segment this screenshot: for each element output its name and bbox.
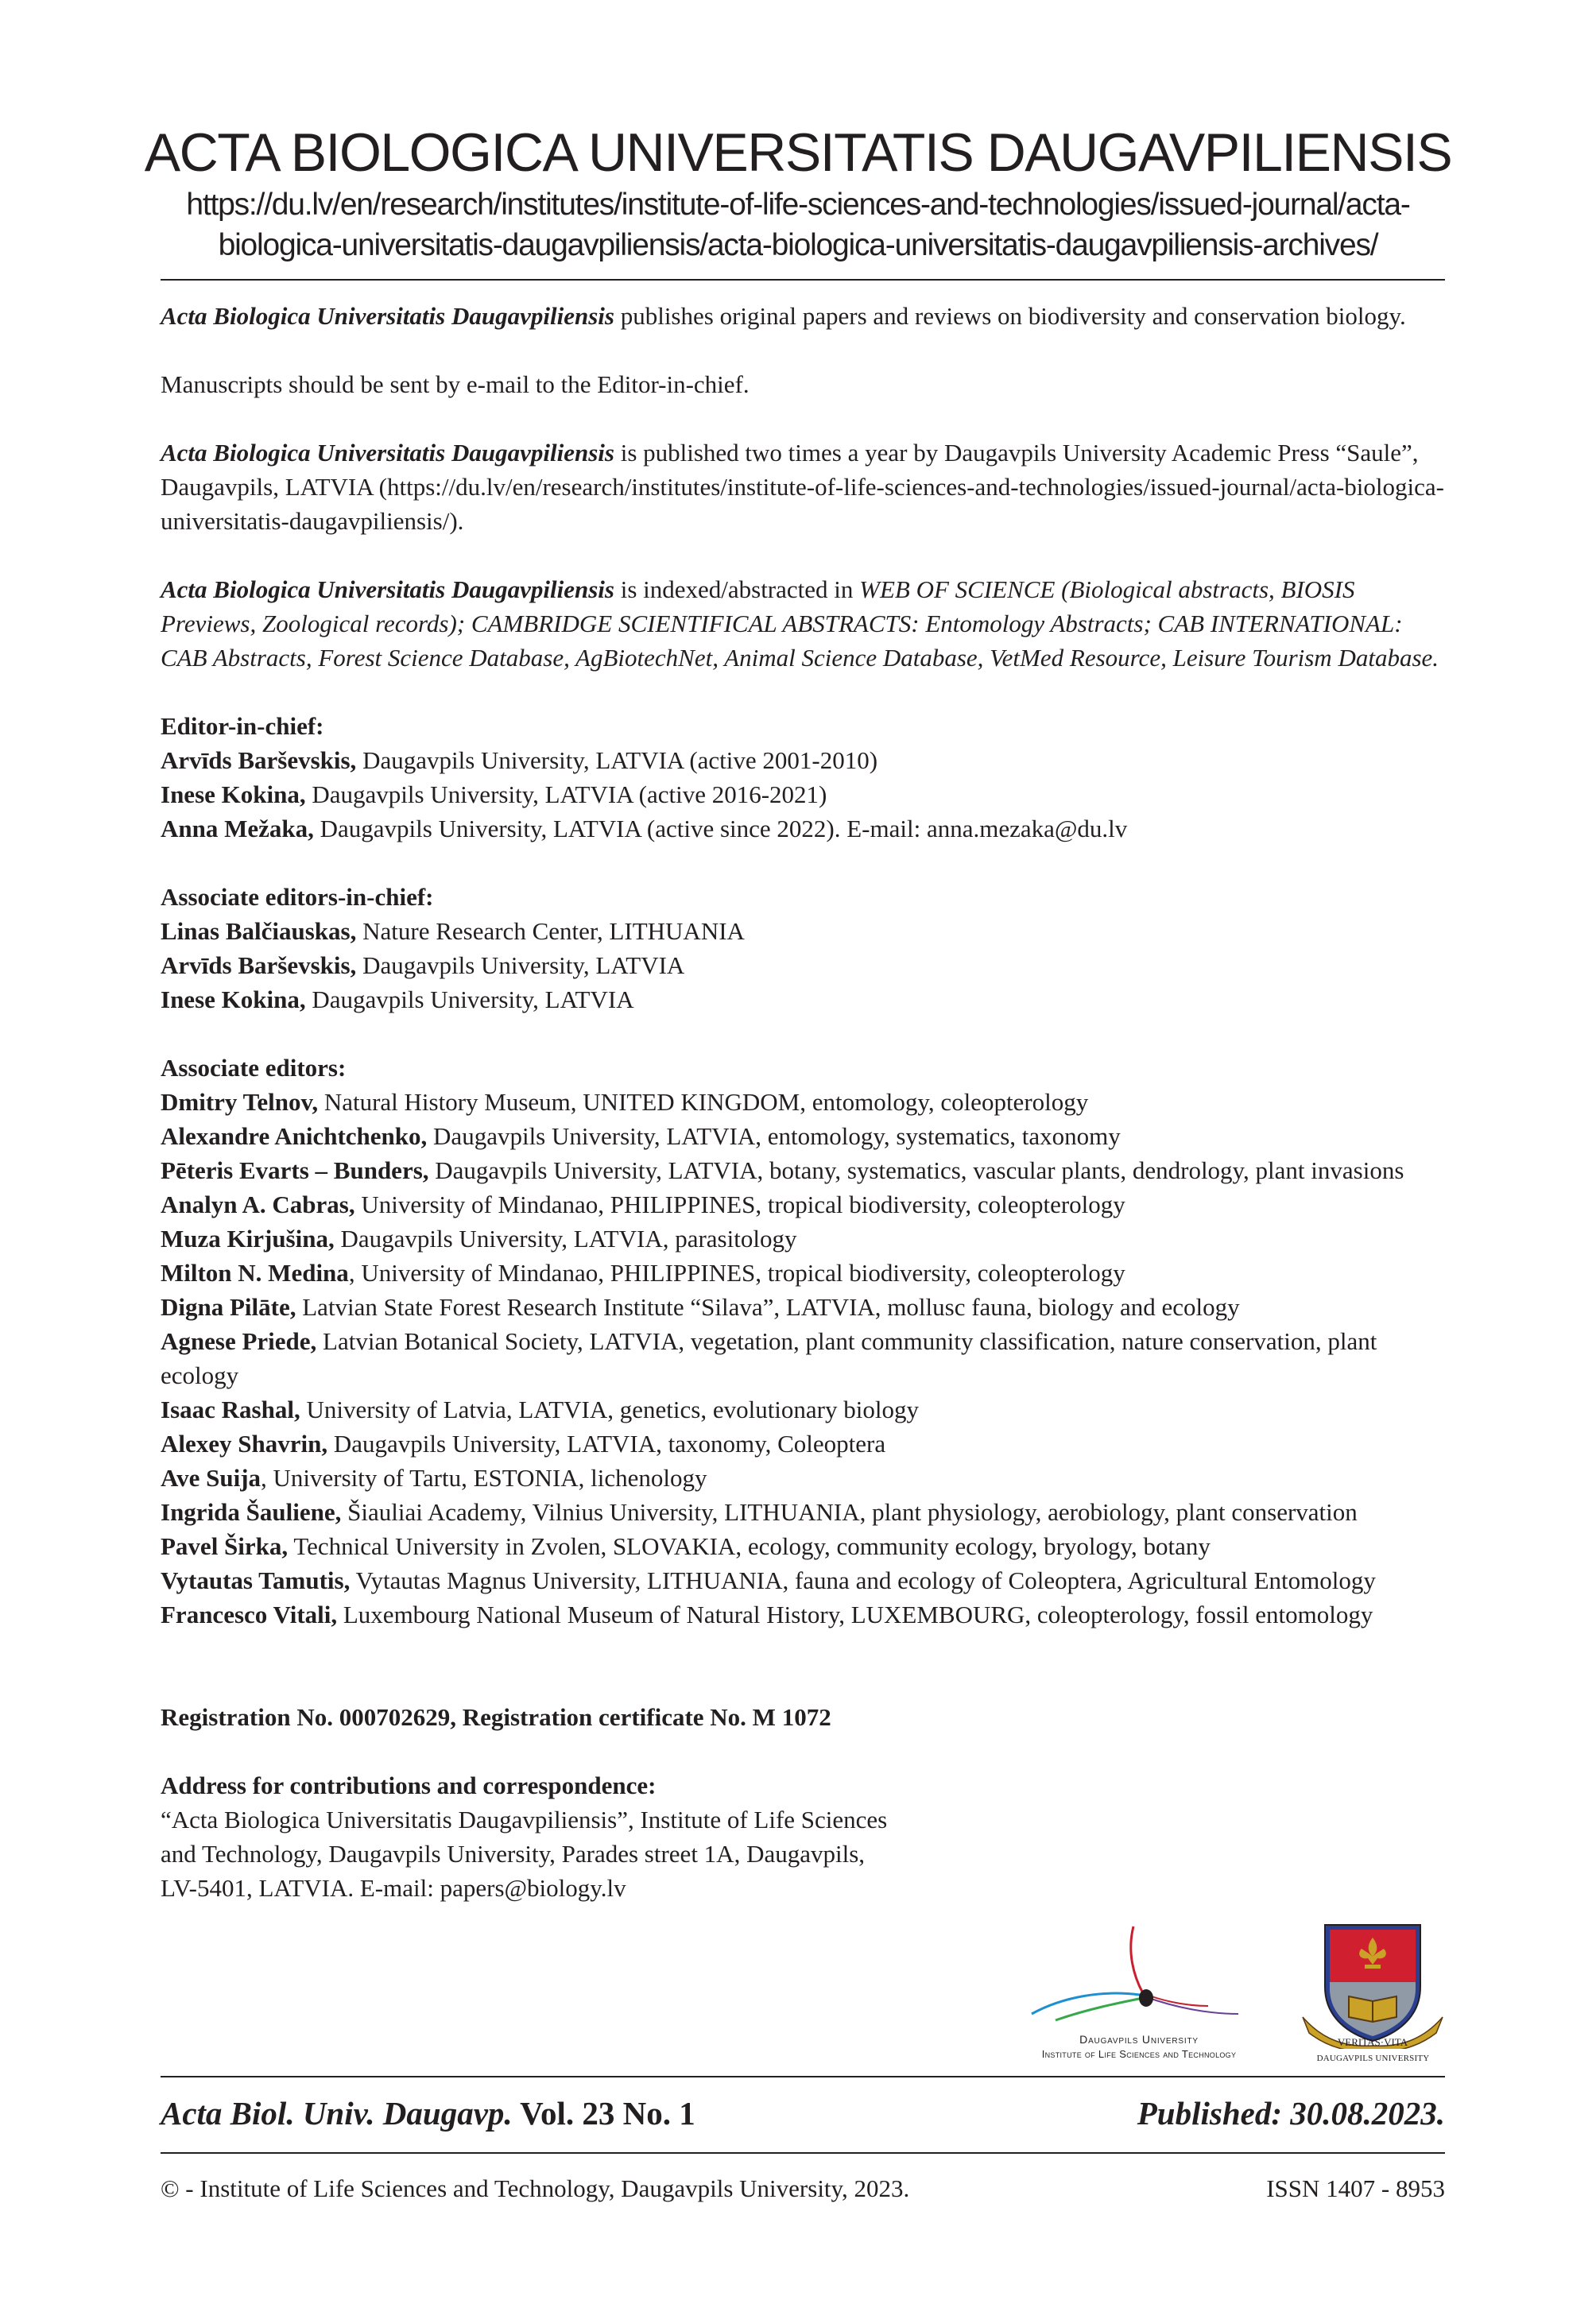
editor-entry bbox=[161, 948, 1445, 982]
journal-name: Acta Biologica Universitatis Daugavpiliensis bbox=[161, 575, 614, 603]
registration-info: Registration No. 000702629, Registration certificate No. M 1072 bbox=[161, 1703, 831, 1731]
editor-affiliation: Latvian Botanical Society, LATVIA, vegetation, plant community classification, nature conservation, plant ecology bbox=[161, 1327, 1377, 1389]
editor-affiliation: Daugavpils University, LATVIA, parasitology bbox=[334, 1225, 797, 1253]
volume-number: Vol. 23 No. 1 bbox=[512, 2095, 695, 2132]
section-heading: Associate editors-in-chief: bbox=[161, 883, 434, 911]
editor-entry bbox=[161, 1119, 1445, 1153]
editor-entry bbox=[161, 1324, 1445, 1392]
journal-name: Acta Biologica Universitatis Daugavpiliensis bbox=[161, 302, 614, 330]
editor-affiliation: , University of Mindanao, PHILIPPINES, tropical biodiversity, coleopterology bbox=[348, 1259, 1125, 1287]
editor-entry bbox=[161, 1563, 1445, 1597]
page-body bbox=[161, 299, 1445, 1905]
editor-name: Agnese Priede, bbox=[161, 1327, 317, 1355]
editor-affiliation: Daugavpils University, LATVIA, entomology, systematics, taxonomy bbox=[427, 1122, 1121, 1150]
issn-text: ISSN 1407 - 8953 bbox=[1266, 2174, 1445, 2202]
editor-affiliation: University of Latvia, LATVIA, genetics, evolutionary biology bbox=[300, 1396, 919, 1423]
editor-name: Isaac Rashal, bbox=[161, 1396, 300, 1423]
editor-entry bbox=[161, 1153, 1445, 1187]
university-crest bbox=[1300, 1922, 1447, 2065]
editor-affiliation: , University of Tartu, ESTONIA, lichenology bbox=[261, 1464, 707, 1492]
section-heading: Address for contributions and correspondence: bbox=[161, 1771, 657, 1799]
editor-name: Arvīds Barševskis, bbox=[161, 951, 357, 979]
intro-paragraph-3: Acta Biologica Universitatis Daugavpiliensis is published two times a year by Daugavpils University Academic Press “Saule”, Daugavpils, LATVIA (https://du.lv/en/research/institutes/institute-of-life-sciences-and-technologies/issued-journal/acta-biologica-universitatis-daugavpiliensis/). bbox=[161, 439, 1444, 535]
editor-name: Dmitry Telnov, bbox=[161, 1088, 319, 1116]
editor-affiliation: Šiauliai Academy, Vilnius University, LITHUANIA, plant physiology, aerobiology, plant conservation bbox=[341, 1498, 1358, 1526]
editor-affiliation: Daugavpils University, LATVIA (active 2001-2010) bbox=[356, 746, 878, 774]
editor-entry bbox=[161, 1187, 1445, 1222]
associate-editors-section bbox=[161, 1051, 1445, 1632]
university-crest-mark bbox=[1300, 1922, 1447, 2049]
editor-name: Muza Kirjušina, bbox=[161, 1225, 335, 1253]
editor-affiliation: Daugavpils University, LATVIA, taxonomy, Coleoptera bbox=[327, 1430, 886, 1458]
journal-name: Acta Biologica Universitatis Daugavpiliensis bbox=[161, 439, 614, 467]
footer-divider-top bbox=[161, 2076, 1445, 2077]
publication-date: Published: 30.08.2023. bbox=[1137, 2095, 1445, 2132]
editor-name: Alexey Shavrin, bbox=[161, 1430, 328, 1458]
editor-affiliation: Daugavpils University, LATVIA bbox=[356, 951, 685, 979]
editor-affiliation: University of Mindanao, PHILIPPINES, tropical biodiversity, coleopterology bbox=[354, 1191, 1125, 1218]
editor-affiliation: Natural History Museum, UNITED KINGDOM, entomology, coleopterology bbox=[318, 1088, 1089, 1116]
editor-name: Ave Suija bbox=[161, 1464, 261, 1492]
journal-abbreviation: Acta Biol. Univ. Daugavp. bbox=[161, 2095, 513, 2132]
editor-entry bbox=[161, 1392, 1445, 1427]
editor-list bbox=[161, 1085, 1445, 1632]
editor-name: Alexandre Anichtchenko, bbox=[161, 1122, 428, 1150]
address-line: “Acta Biologica Universitatis Daugavpiliensis”, Institute of Life Sciences bbox=[161, 1806, 888, 1833]
editor-entry bbox=[161, 1529, 1445, 1563]
editor-name: Anna Mežaka, bbox=[161, 815, 314, 842]
editor-affiliation: Technical University in Zvolen, SLOVAKIA, ecology, community ecology, bryology, botany bbox=[288, 1532, 1211, 1560]
index-list: WEB OF SCIENCE (Biological abstracts, BIOSIS Previews, Zoological records); CAMBRIDGE SCIENTIFICAL ABSTRACTS: Entomology Abstracts; CAB INTERNATIONAL: CAB Abstracts, Forest Science Database, AgBiotechNet, Animal Science Database, VetMed Resource, Leisure Tourism Database. bbox=[161, 575, 1439, 672]
editor-entry bbox=[161, 1290, 1445, 1324]
editor-name: Inese Kokina, bbox=[161, 985, 306, 1013]
header-divider bbox=[161, 279, 1445, 281]
intro-paragraph-4: Acta Biologica Universitatis Daugavpiliensis is indexed/abstracted in WEB OF SCIENCE (Biological abstracts, BIOSIS Previews, Zoological records); CAMBRIDGE SCIENTIFICAL ABSTRACTS: Entomology Abstracts; CAB INTERNATIONAL: CAB Abstracts, Forest Science Database, AgBiotechNet, Animal Science Database, VetMed Resource, Leisure Tourism Database. bbox=[161, 575, 1439, 672]
editor-name: Analyn A. Cabras, bbox=[161, 1191, 355, 1218]
editor-name: Arvīds Barševskis, bbox=[161, 746, 357, 774]
intro-paragraph-2: Manuscripts should be sent by e-mail to the Editor-in-chief. bbox=[161, 370, 750, 398]
journal-url bbox=[119, 184, 1477, 265]
editor-affiliation: Daugavpils University, LATVIA bbox=[305, 985, 634, 1013]
university-crest-caption: DAUGAVPILS UNIVERSITY bbox=[1316, 2054, 1430, 2063]
address-section bbox=[161, 1768, 1445, 1905]
institute-logo-caption-2: Institute of Life Sciences and Technology bbox=[1041, 2048, 1237, 2060]
editor-entry bbox=[161, 1085, 1445, 1119]
editor-entry bbox=[161, 1222, 1445, 1256]
editor-affiliation: Luxembourg National Museum of Natural History, LUXEMBOURG, coleopterology, fossil entomology bbox=[337, 1601, 1373, 1628]
editor-affiliation: Daugavpils University, LATVIA (active 2016-2021) bbox=[305, 780, 827, 808]
address-line: LV-5401, LATVIA. E-mail: papers@biology.lv bbox=[161, 1874, 626, 1902]
editor-entry bbox=[161, 743, 1445, 777]
institute-logo-mark bbox=[1000, 1920, 1278, 2031]
editor-name: Francesco Vitali, bbox=[161, 1601, 338, 1628]
footer-divider-bottom bbox=[161, 2152, 1445, 2154]
citation-line bbox=[161, 2095, 1445, 2132]
address-line: and Technology, Daugavpils University, Parades street 1A, Daugavpils, bbox=[161, 1840, 866, 1868]
editor-entry bbox=[161, 1495, 1445, 1529]
editor-affiliation: Latvian State Forest Research Institute “Silava”, LATVIA, mollusc fauna, biology and ecology bbox=[296, 1293, 1240, 1321]
editor-entry bbox=[161, 811, 1445, 846]
journal-title: ACTA BIOLOGICA UNIVERSITATIS DAUGAVPILIENSIS bbox=[144, 122, 1452, 183]
editor-name: Linas Balčiauskas, bbox=[161, 917, 357, 945]
editor-name: Milton N. Medina bbox=[161, 1259, 349, 1287]
editor-name: Pēteris Evarts – Bunders, bbox=[161, 1156, 429, 1184]
editor-entry bbox=[161, 982, 1445, 1016]
editor-entry bbox=[161, 777, 1445, 811]
section-heading: Editor-in-chief: bbox=[161, 712, 324, 740]
editor-affiliation: Nature Research Center, LITHUANIA bbox=[356, 917, 745, 945]
editor-entry bbox=[161, 914, 1445, 948]
editor-name: Ingrida Šauliene, bbox=[161, 1498, 342, 1526]
editor-entry bbox=[161, 1256, 1445, 1290]
editor-list bbox=[161, 914, 1445, 1016]
editor-name: Pavel Širka, bbox=[161, 1532, 289, 1560]
editor-list bbox=[161, 743, 1445, 846]
editor-entry bbox=[161, 1427, 1445, 1461]
copyright-text: © - Institute of Life Sciences and Technology, Daugavpils University, 2023. bbox=[161, 2174, 910, 2202]
journal-url-line1: https://du.lv/en/research/institutes/institute-of-life-sciences-and-technologies/issued-journal/acta- bbox=[186, 188, 1410, 222]
institute-logo-caption-1: Daugavpils University bbox=[1079, 2033, 1199, 2046]
editor-entry bbox=[161, 1597, 1445, 1632]
intro-paragraph-1: Acta Biologica Universitatis Daugavpiliensis publishes original papers and reviews on biodiversity and conservation biology. bbox=[161, 302, 1406, 330]
associate-editors-in-chief-section bbox=[161, 880, 1445, 1016]
editor-name: Vytautas Tamutis, bbox=[161, 1566, 351, 1594]
institute-logo bbox=[1000, 1920, 1278, 2063]
editor-name: Digna Pilāte, bbox=[161, 1293, 296, 1321]
editor-in-chief-section bbox=[161, 709, 1445, 846]
editor-entry bbox=[161, 1461, 1445, 1495]
editor-affiliation: Daugavpils University, LATVIA, botany, systematics, vascular plants, dendrology, plant invasions bbox=[428, 1156, 1404, 1184]
editor-name: Inese Kokina, bbox=[161, 780, 306, 808]
journal-url-line2: biologica-universitatis-daugavpiliensis/acta-biologica-universitatis-daugavpiliensis-archives/ bbox=[218, 228, 1378, 262]
editor-affiliation: Vytautas Magnus University, LITHUANIA, fauna and ecology of Coleoptera, Agricultural Entomology bbox=[350, 1566, 1376, 1594]
editor-affiliation: Daugavpils University, LATVIA (active since 2022). E-mail: anna.mezaka@du.lv bbox=[313, 815, 1128, 842]
section-heading: Associate editors: bbox=[161, 1054, 347, 1082]
crest-ribbon-text: VERITAS·VITA bbox=[1337, 2036, 1408, 2048]
